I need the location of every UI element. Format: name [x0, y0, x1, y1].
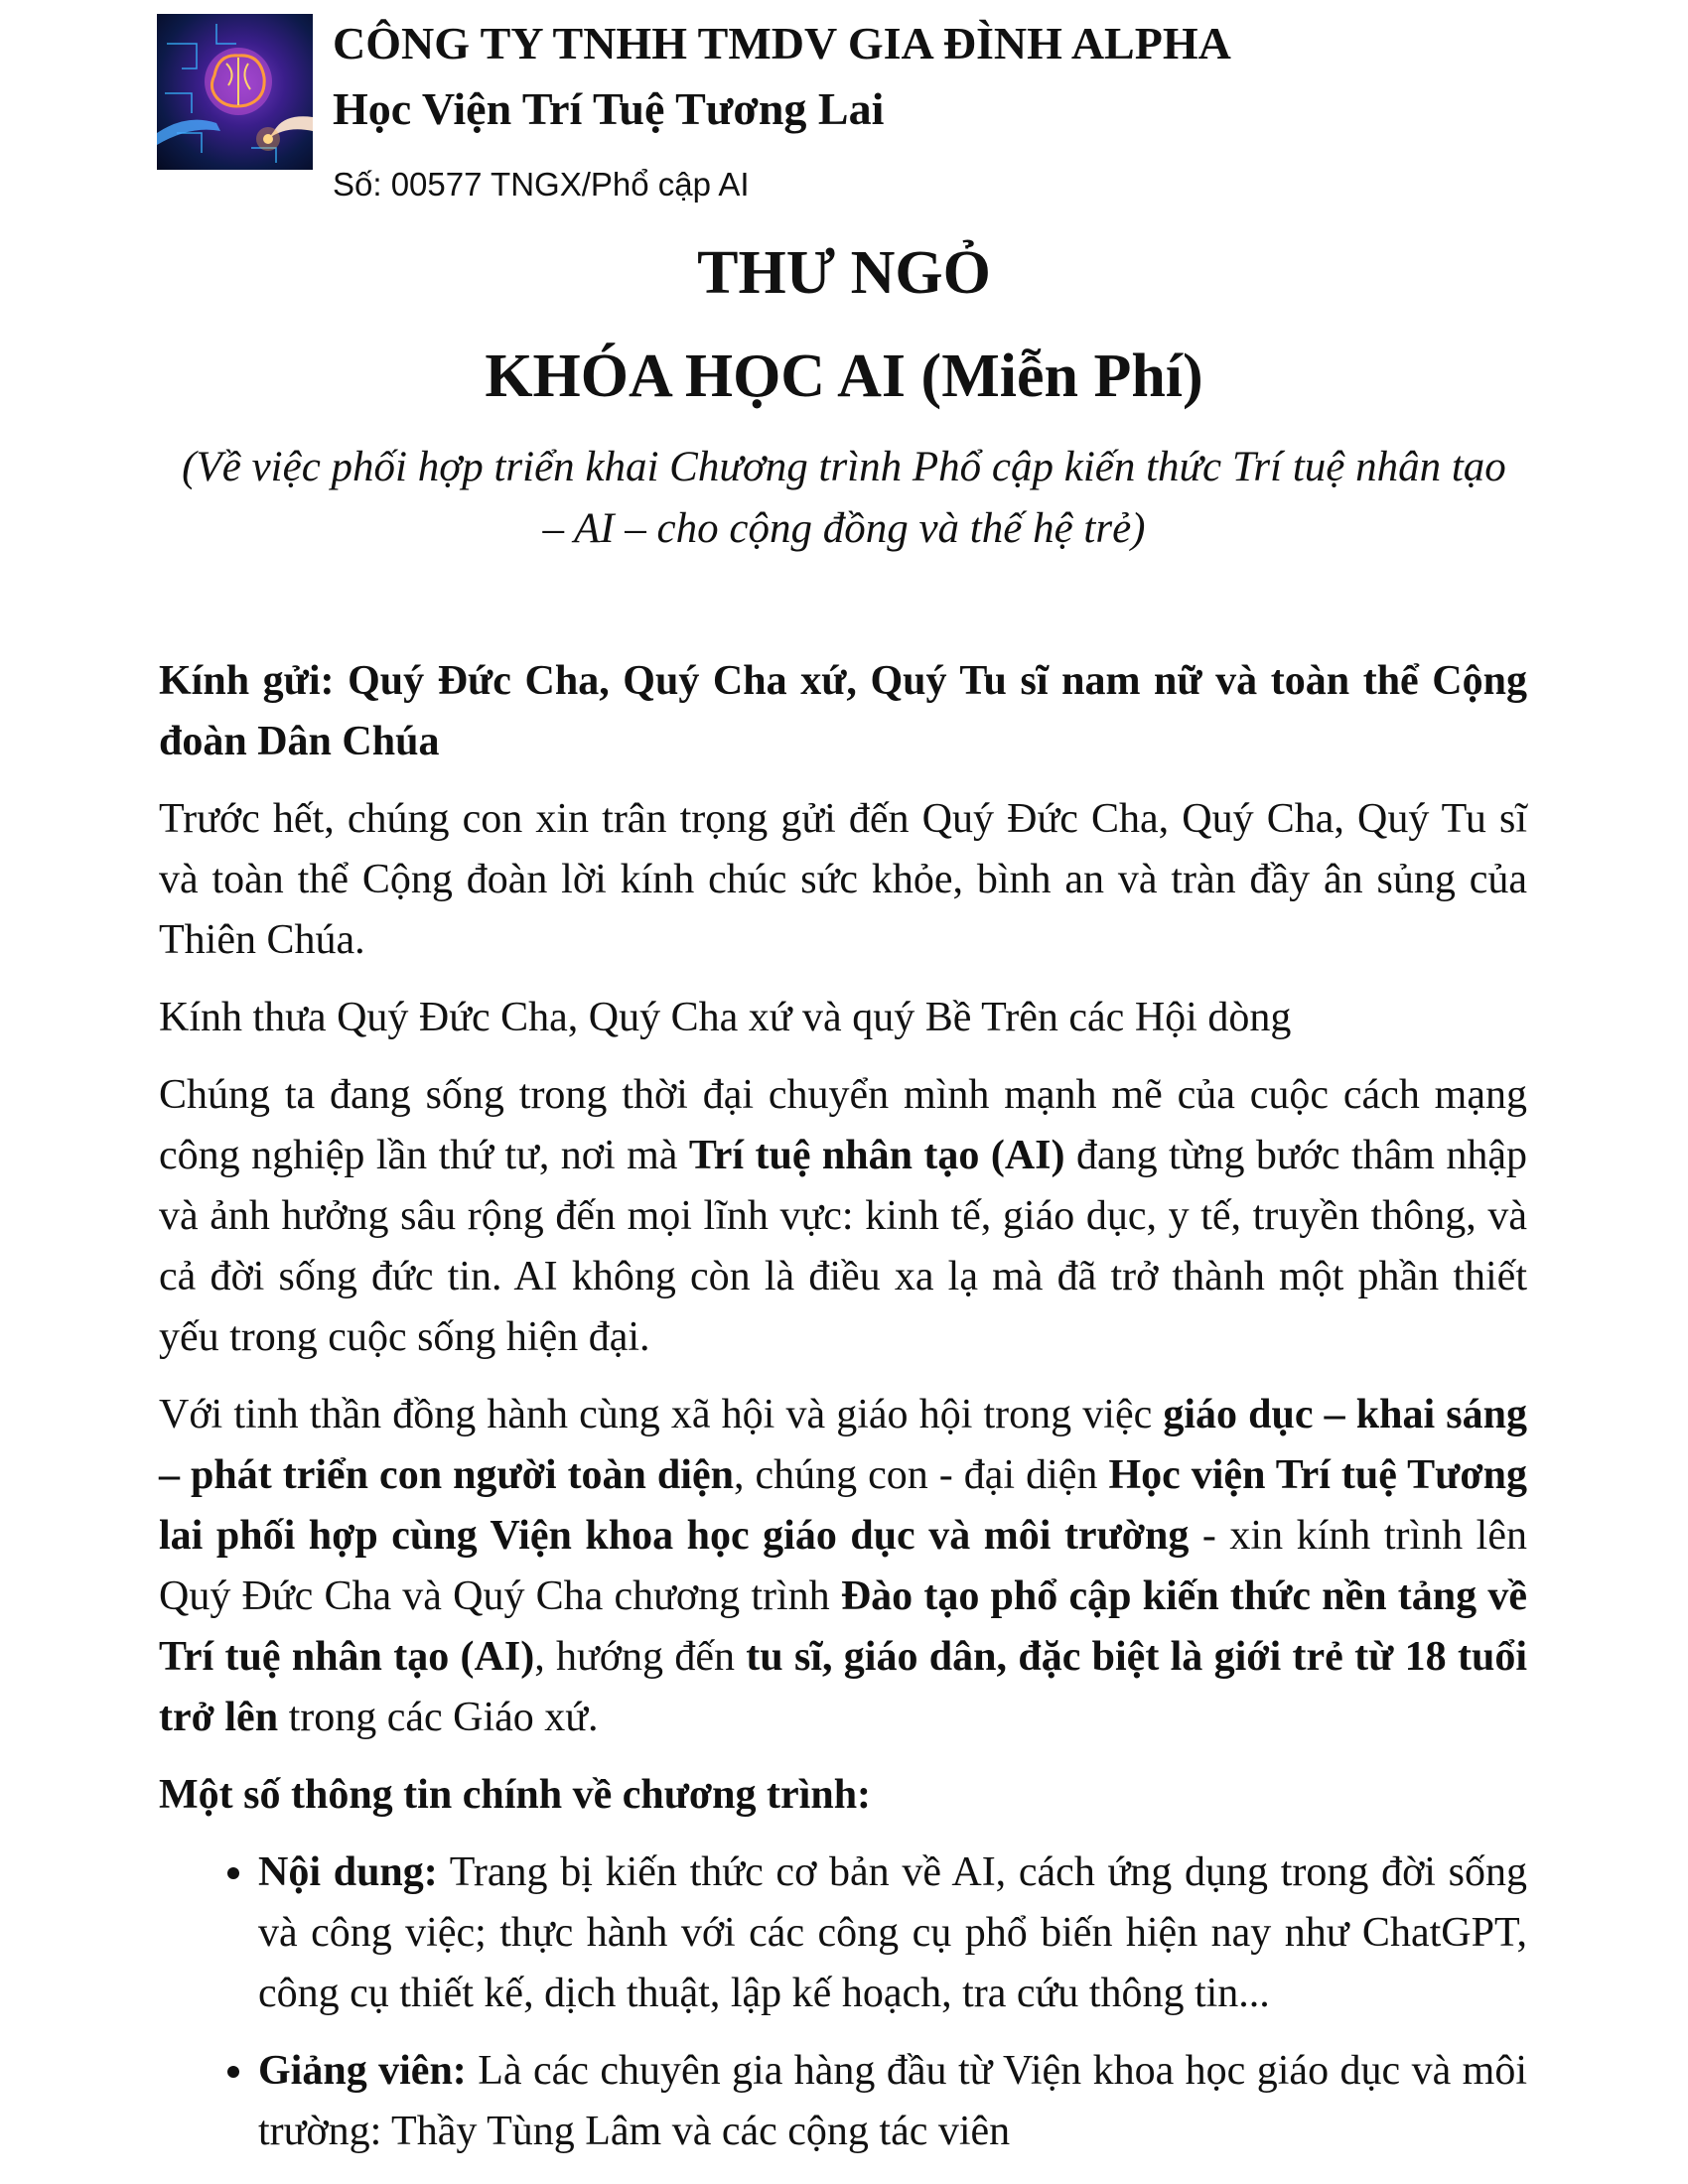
- academy-name: Học Viện Trí Tuệ Tương Lai: [333, 83, 885, 134]
- letter-title: THƯ NGỎ: [697, 239, 991, 307]
- course-title: KHÓA HỌC AI (Miễn Phí): [485, 342, 1203, 410]
- letter-subtitle: (Về việc phối hợp triển khai Chương trình Phổ cập kiến thức Trí tuệ nhân tạo – AI – cho cộng đồng và thế hệ trẻ): [182, 444, 1506, 552]
- document-number: Số: 00577 TNGX/Phổ cập AI: [333, 166, 750, 203]
- company-logo: [157, 14, 313, 170]
- greeting-paragraph: Trước hết, chúng con xin trân trọng gửi đến Quý Đức Cha, Quý Cha, Quý Tu sĩ và toàn thể Cộng đoàn lời kính chúc sức khỏe, bình an và tràn đầy ân sủng của Thiên Chúa.: [159, 796, 1527, 963]
- list-item: • Nội dung: Trang bị kiến thức cơ bản về AI, cách ứng dụng trong đời sống và công việc; thực hành với các công cụ phổ biến hiện nay như ChatGPT, công cụ thiết kế, dịch thuật, lập kế hoạch, tra cứu thông tin...: [258, 1843, 1527, 2024]
- salutation-paragraph: Kính thưa Quý Đức Cha, Quý Cha xứ và quý Bề Trên các Hội dòng: [159, 995, 1292, 1040]
- company-name: CÔNG TY TNHH TMDV GIA ĐÌNH ALPHA: [333, 18, 1231, 68]
- ai-brain-icon: [157, 14, 313, 170]
- program-paragraph: Với tinh thần đồng hành cùng xã hội và giáo hội trong việc giáo dục – khai sáng – phát triển con người toàn diện, chúng con - đại diện Học viện Trí tuệ Tương lai phối hợp cùng Viện khoa học giáo dục và môi trường - xin kính trình lên Quý Đức Cha và Quý Cha chương trình Đào tạo phổ cập kiến thức nền tảng về Trí tuệ nhân tạo (AI), hướng đến tu sĩ, giáo dân, đặc biệt là giới trẻ từ 18 tuổi trở lên trong các Giáo xứ.: [159, 1392, 1527, 1740]
- recipient-line: Kính gửi: Quý Đức Cha, Quý Cha xứ, Quý Tu sĩ nam nữ và toàn thể Cộng đoàn Dân Chúa: [159, 658, 1527, 764]
- info-heading: Một số thông tin chính về chương trình:: [159, 1772, 872, 1818]
- info-list: [159, 1843, 1527, 2162]
- list-item: • Giảng viên: Là các chuyên gia hàng đầu từ Viện khoa học giáo dục và môi trường: Thầy Tùng Lâm và các cộng tác viên: [258, 2041, 1527, 2162]
- intro-paragraph: Chúng ta đang sống trong thời đại chuyển mình mạnh mẽ của cuộc cách mạng công nghiệp lần thứ tư, nơi mà Trí tuệ nhân tạo (AI) đang từng bước thâm nhập và ảnh hưởng sâu rộng đến mọi lĩnh vực: kinh tế, giáo dục, y tế, truyền thông, và cả đời sống đức tin. AI không còn là điều xa lạ mà đã trở thành một phần thiết yếu trong cuộc sống hiện đại.: [159, 1072, 1527, 1360]
- letter-body: [159, 651, 1527, 2179]
